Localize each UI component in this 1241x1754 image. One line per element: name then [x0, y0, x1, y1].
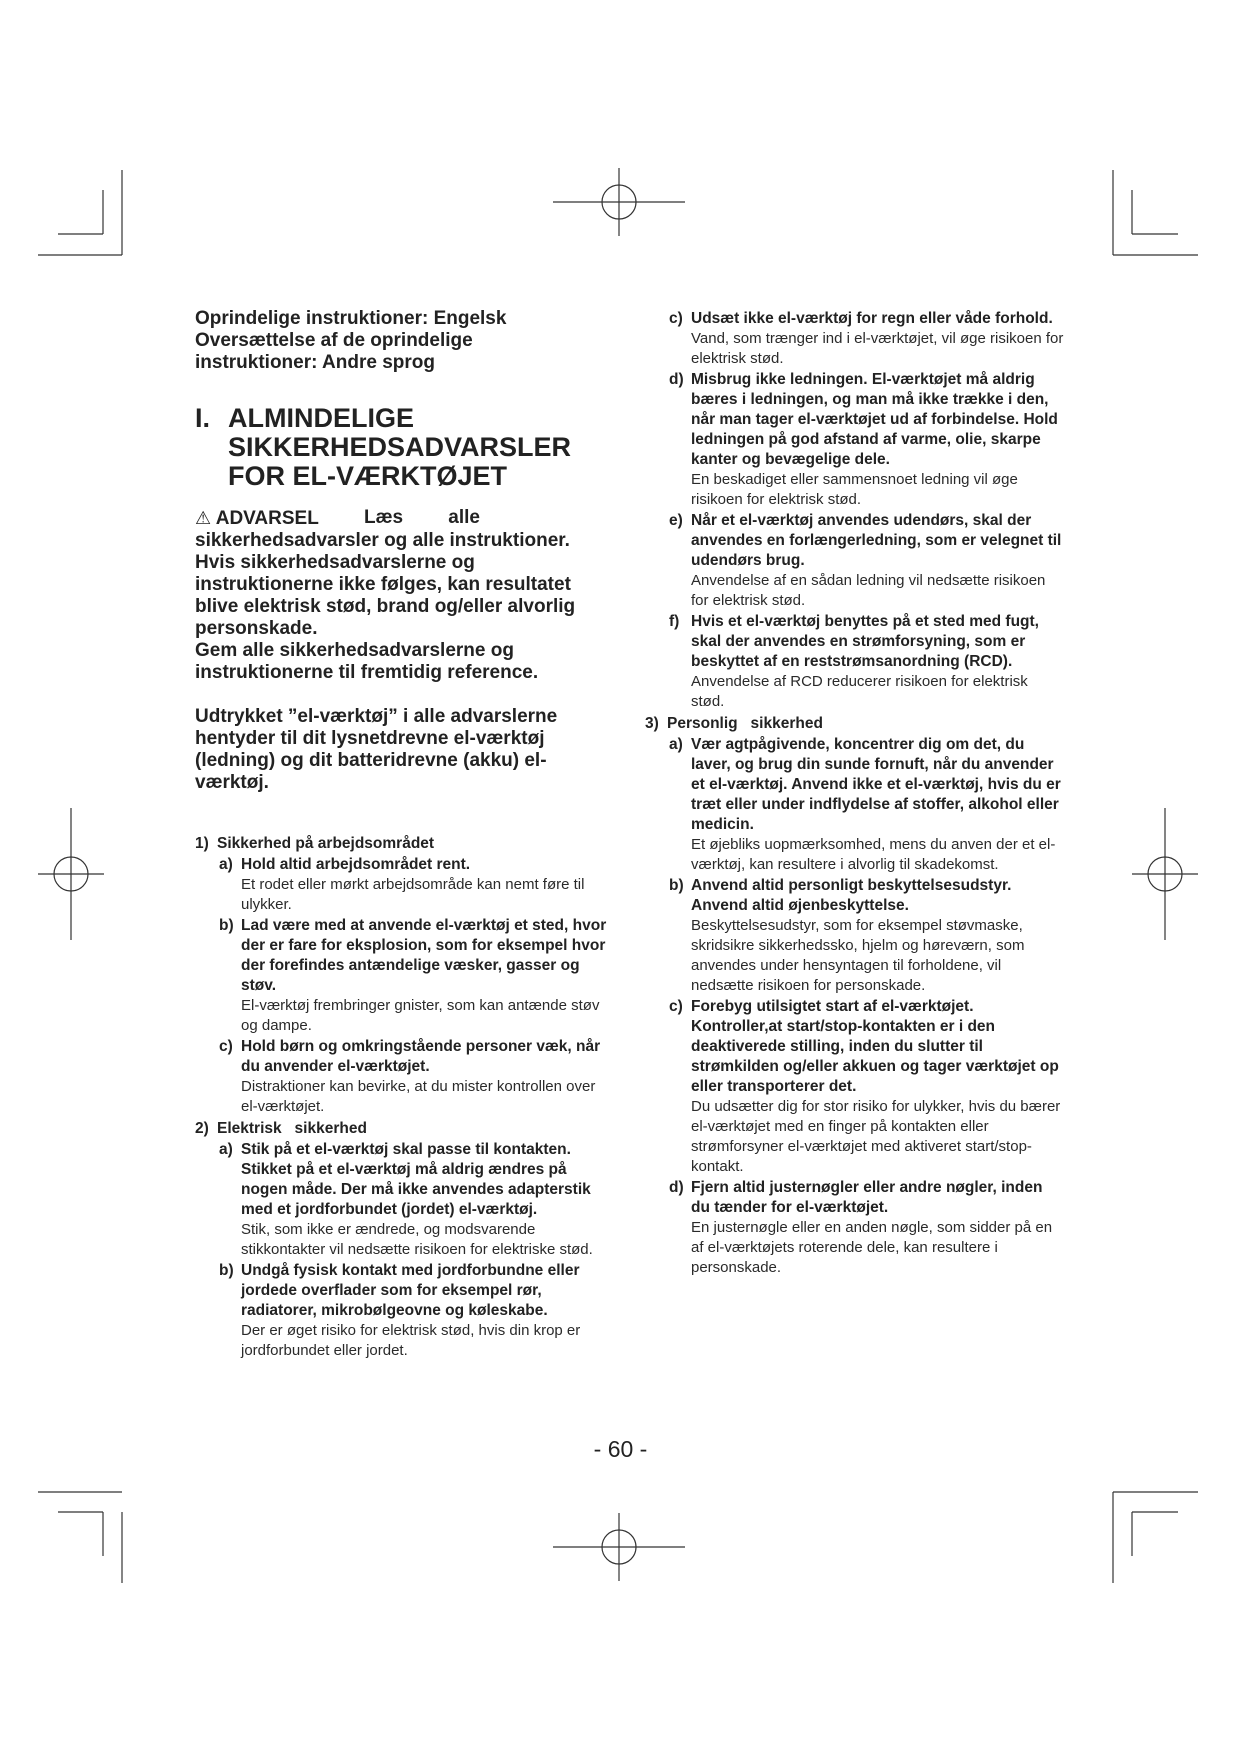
warning-word: alle: [448, 507, 480, 528]
list-item: [219, 1261, 615, 1361]
section-title-line: SIKKERHEDSADVARSLER: [228, 432, 572, 462]
warning-block: [195, 507, 615, 684]
item-label: a): [669, 736, 683, 753]
right-column: [645, 308, 1065, 1278]
warning-word: Læs: [364, 507, 404, 528]
item-label: b): [219, 1262, 234, 1279]
item-title: Hold børn og omkringstående personer væk, når du anvender el-værktøjet.: [241, 1038, 601, 1075]
item-desc: Anvendelse af RCD reducerer risikoen for elektrisk stød.: [691, 673, 1028, 710]
item-desc: El-værktøj frembringer gnister, som kan antænde støv og dampe.: [241, 997, 600, 1034]
item-label: b): [219, 917, 234, 934]
item-title: Anvend altid personligt beskyttelsesudstyr. Anvend altid øjenbeskyttelse.: [691, 877, 1012, 914]
list-item: [219, 916, 615, 1036]
item-title: Forebyg utilsigtet start af el-værktøjet. Kontroller,at start/stop-kontakten er i den deaktiverede stilling, inden du slutter til strømkilden og/eller akkuen og tager værktøjet op eller transporterer det.: [691, 998, 1059, 1095]
item-title: Udsæt ikke el-værktøj for regn eller våde forhold.: [691, 310, 1053, 327]
list-item: [219, 1037, 615, 1117]
list-item: [669, 1178, 1065, 1278]
item-label: e): [669, 512, 683, 529]
item-title: Hold altid arbejdsområdet rent.: [241, 856, 471, 873]
item-label: b): [669, 877, 684, 894]
warning-triangle-icon: ⚠: [195, 508, 212, 528]
section-label: 2): [195, 1120, 209, 1137]
item-desc: Stik, som ikke er ændrede, og modsvarende stikkontakter vil nedsætte risikoen for elektriske stød.: [241, 1221, 593, 1258]
item-label: d): [669, 371, 684, 388]
item-label: a): [219, 856, 233, 873]
item-title: Når et el-værktøj anvendes udendørs, skal der anvendes en forlængerledning, som er velegnet til udendørs brug.: [691, 512, 1062, 569]
item-title: Undgå fysisk kontakt med jordforbundne eller jordede overflader som for eksempel rør, radiatorer, mikrobølgeovne og køleskabe.: [241, 1262, 580, 1319]
term-note: Udtrykket ”el-værktøj” i alle advarslerne hentyder til dit lysnetdrevne el-værktøj (ledning) og dit batteridrevne (akku) el-værktøj.: [195, 706, 558, 793]
item-desc: Vand, som trænger ind i el-værktøjet, vil øge risikoen for elektrisk stød.: [691, 330, 1064, 367]
section-title-line: ALMINDELIGE: [228, 403, 414, 433]
item-desc: En beskadiget eller sammensnoet ledning vil øge risikoen for elektrisk stød.: [691, 471, 1018, 508]
item-desc: Anvendelse af en sådan ledning vil nedsætte risikoen for elektrisk stød.: [691, 572, 1046, 609]
intro-line: Oversættelse af de oprindelige: [195, 330, 473, 351]
list-item: [669, 876, 1065, 996]
item-desc: Distraktioner kan bevirke, at du mister kontrollen over el-værktøjet.: [241, 1078, 596, 1115]
item-title: Vær agtpågivende, koncentrer dig om det, du laver, og brug din sunde fornuft, når du anvender et el-værktøj. Anvend ikke et el-værktøj, hvis du er træt eller under indflydelse af stoffer, alkohol eller medicin.: [691, 736, 1061, 833]
registration-target-left: [38, 808, 104, 940]
list-item: [669, 511, 1065, 611]
item-label: d): [669, 1179, 684, 1196]
warning-keep-text: Gem alle sikkerhedsadvarslerne og instruktionerne til fremtidig reference.: [195, 640, 539, 683]
item-label: c): [669, 310, 683, 327]
item-title: Lad være med at anvende el-værktøj et sted, hvor der er fare for eksplosion, som for eksempel hvor der forefindes antændelige væsker, gasser og støv.: [241, 917, 607, 994]
intro-block: [195, 308, 615, 374]
list-item: [669, 735, 1065, 875]
list-item: [219, 855, 615, 915]
item-desc: Du udsætter dig for stor risiko for ulykker, hvis du bærer el-værktøjet med en finger på kontakten eller strømforsyner el-værktøjet med aktiveret start/stop-kontakt.: [691, 1098, 1061, 1175]
item-label: c): [669, 998, 683, 1015]
item-label: f): [669, 613, 680, 630]
item-title: Misbrug ikke ledningen. El-værktøjet må aldrig bæres i ledningen, og man må ikke trække i den, når man tager el-værktøjet ud af forbindelse. Hold ledningen på god afstand af varme, olie, skarpe kanter og bevægelige dele.: [691, 371, 1058, 468]
list-item: [669, 612, 1065, 712]
warning-text: sikkerhedsadvarsler og alle instruktioner. Hvis sikkerhedsadvarslerne og instruktionerne ikke følges, kan resultatet blive elektrisk stød, brand og/eller alvorlig personskade.: [195, 530, 576, 639]
section-electrical: [195, 1119, 615, 1361]
section-number: I.: [195, 403, 211, 433]
list-item: [669, 309, 1065, 369]
page-number: - 60 -: [593, 1436, 648, 1462]
section-personal: [645, 714, 1065, 1278]
item-desc: Et øjebliks uopmærksomhed, mens du anven der et el-værktøj, kan resultere i alvorlig til skadekomst.: [691, 836, 1056, 873]
registration-target-top: [553, 168, 685, 236]
section-work-area: [195, 834, 615, 1117]
section-label: 1): [195, 835, 209, 852]
list-item: [219, 1140, 615, 1260]
registration-target-right: [1132, 808, 1198, 940]
intro-line: instruktioner: Andre sprog: [195, 352, 435, 373]
item-desc: Beskyttelsesudstyr, som for eksempel støvmaske, skridsikre sikkerhedssko, hjelm og høreværn, som anvendes under hensyntagen til forholdene, vil nedsætte risikoen for personskade.: [691, 917, 1025, 994]
section-heading: Elektrisk sikkerhed: [217, 1120, 367, 1137]
item-desc: En justernøgle eller en anden nøgle, som sidder på en af el-værktøjets roterende dele, kan resultere i personskade.: [691, 1219, 1053, 1276]
item-title: Hvis et el-værktøj benyttes på et sted med fugt, skal der anvendes en strømforsyning, som er beskyttet af en reststrømsanordning (RCD).: [691, 613, 1039, 670]
item-label: a): [219, 1141, 233, 1158]
section-label: 3): [645, 715, 659, 732]
section-title-line: FOR EL-VÆRKTØJET: [228, 461, 508, 491]
left-column: [195, 308, 615, 1361]
list-item: [669, 997, 1065, 1177]
item-title: Stik på et el-værktøj skal passe til kontakten. Stikket på et el-værktøj må aldrig ændres på nogen måde. Der må ikke anvendes adapterstik med et jordforbundet (jordet) el-værktøj.: [241, 1141, 591, 1218]
section-heading: Sikkerhed på arbejdsområdet: [217, 835, 435, 852]
item-label: c): [219, 1038, 233, 1055]
list-item: [669, 370, 1065, 510]
section-heading: Personlig sikkerhed: [667, 715, 823, 732]
item-desc: Der er øget risiko for elektrisk stød, hvis din krop er jordforbundet eller jordet.: [241, 1322, 581, 1359]
item-desc: Et rodet eller mørkt arbejdsområde kan nemt føre til ulykker.: [241, 876, 585, 913]
warning-label: ADVARSEL: [215, 508, 319, 529]
intro-line: Oprindelige instruktioner: Engelsk: [195, 308, 507, 329]
item-title: Fjern altid justernøgler eller andre nøgler, inden du tænder for el-værktøjet.: [691, 1179, 1043, 1216]
section-title: [195, 404, 615, 491]
registration-target-bottom: [553, 1513, 685, 1581]
